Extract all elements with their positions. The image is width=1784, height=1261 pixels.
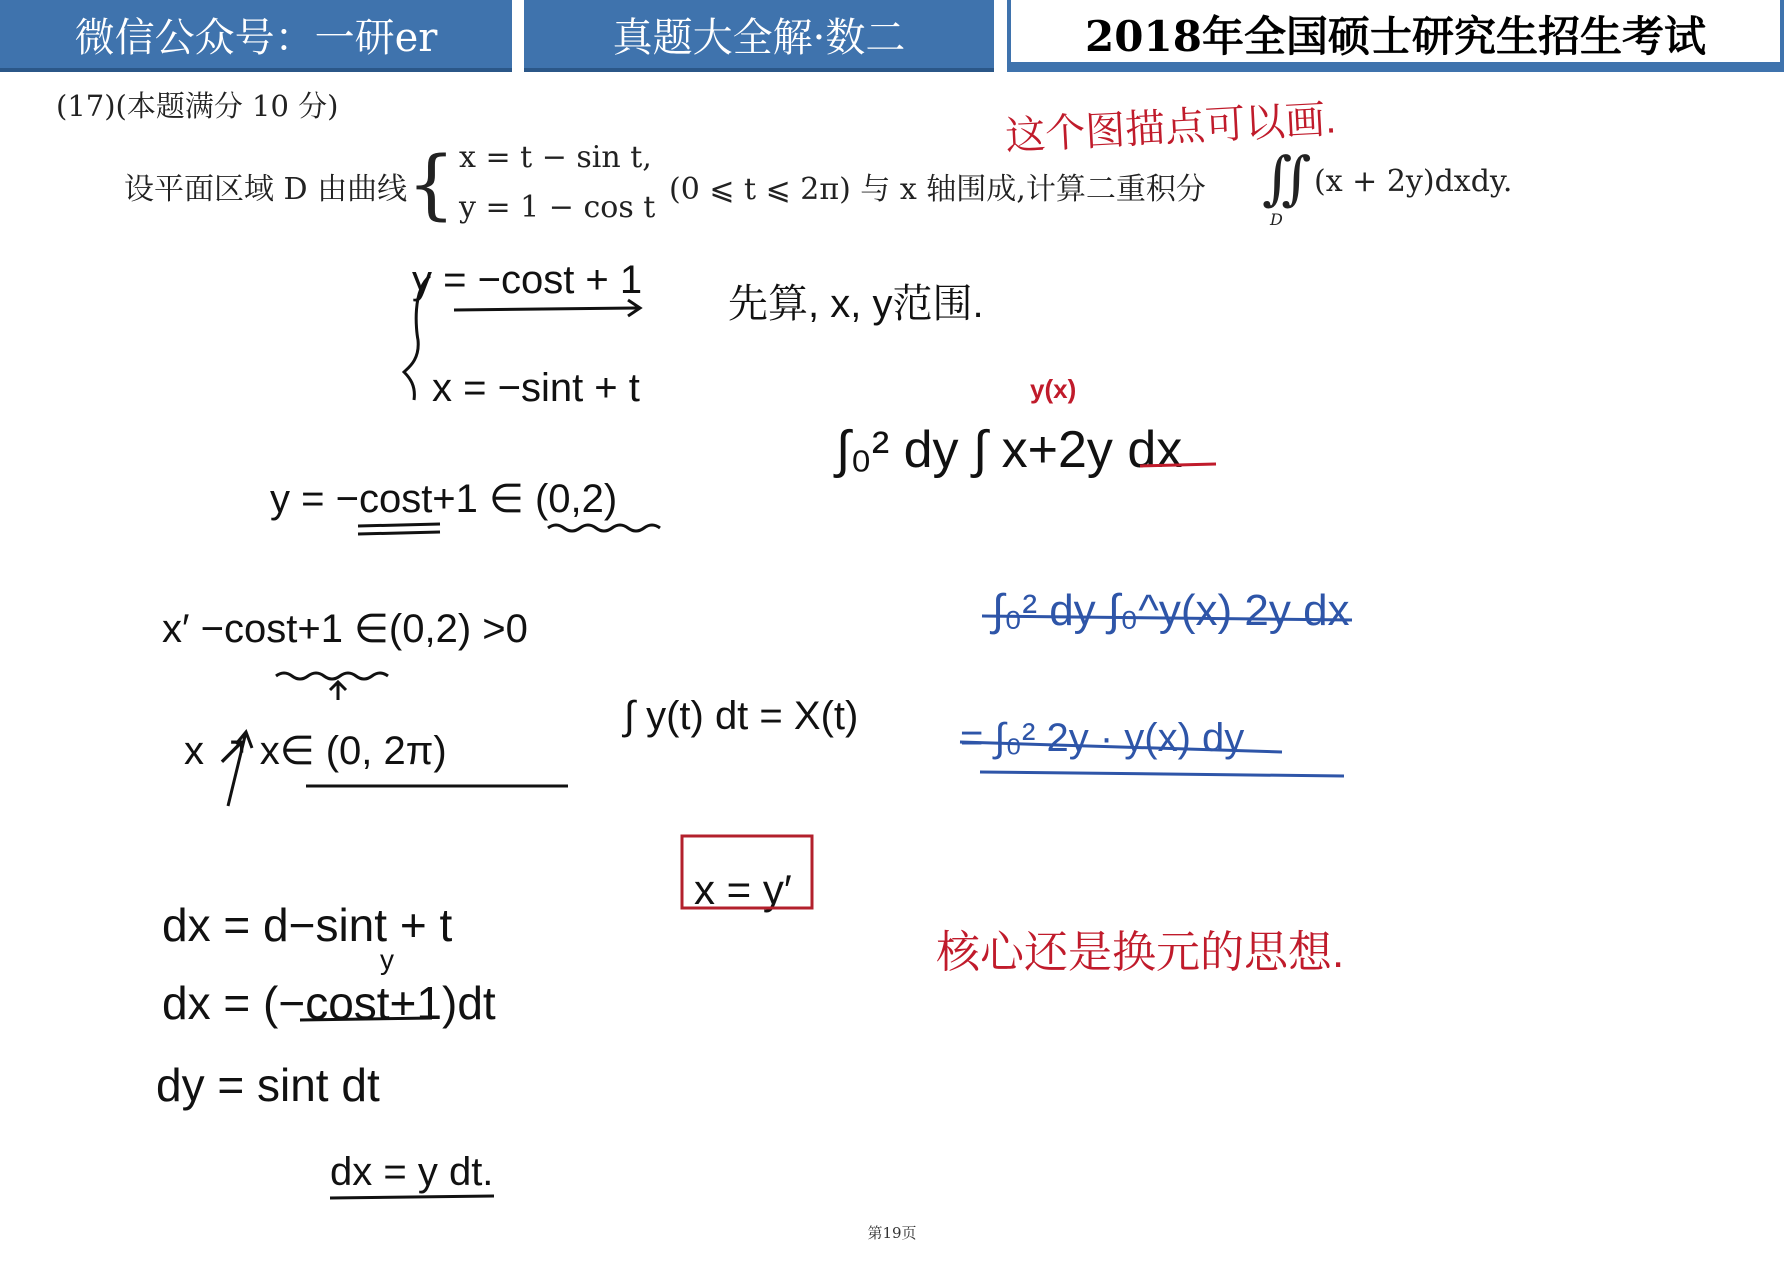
note-y-def: y = −cost + 1 (412, 258, 643, 302)
problem-heading: (17)(本题满分 10 分) (56, 89, 339, 123)
page-number: 第19页 (867, 1224, 917, 1242)
problem-range: (0 ⩽ t ⩽ 2π) 与 x 轴围成,计算二重积分 (669, 172, 1206, 207)
strikeout-2b (980, 772, 1344, 776)
region-label: D (1270, 210, 1283, 229)
equation-x: x = t − sin t, (459, 140, 652, 175)
note-red-bottom: 核心还是换元的思想. (936, 928, 1345, 977)
y-range-wavy (548, 525, 660, 531)
small-up-arrow (330, 682, 346, 700)
note-red-top: 这个图描点可以画. (1004, 97, 1338, 159)
double-integral-sign: ∬ (1262, 144, 1312, 212)
note-dx-1-sub: y (380, 944, 394, 975)
note-x-def: x = −sint + t (432, 366, 640, 410)
header-exam-title: 2018年全国硕士研究生招生考试 (1007, 0, 1784, 72)
header-book-banner: 真题大全解·数二 (524, 0, 994, 72)
xprime-wavy (276, 673, 388, 679)
problem-integrand: (x + 2y)dxdy. (1314, 164, 1513, 199)
problem-text-before: 设平面区域 D 由曲线 (124, 172, 408, 207)
note-integral-y: ∫ y(t) dt = X(t) (624, 694, 859, 738)
note-x-increasing: x ↗ x∈ (0, 2π) (184, 729, 447, 773)
note-first-step: 先算, x, y范围. (728, 282, 984, 326)
note-x-derivative: x′ −cost+1 ∈(0,2) >0 (162, 607, 528, 651)
y-range-underline (358, 524, 440, 534)
note-y-range: y = −cost+1 ∈ (0,2) (270, 477, 618, 521)
equation-y: y = 1 − cos t (459, 190, 656, 225)
note-dx-2: dx = (−cost+1)dt (162, 977, 496, 1029)
note-crossed-integral-1: ∫₀² dy ∫₀^y(x) 2y dx (992, 586, 1350, 635)
brace: { (407, 139, 456, 228)
problem-statement (124, 140, 1524, 230)
note-upper-limit: y(x) (1030, 374, 1077, 404)
note-dx-1: dx = d−sint + t (162, 899, 453, 951)
note-dy: dy = sint dt (156, 1059, 380, 1111)
note-boxed-relation: x = y′ (694, 866, 792, 913)
note-main-integral: ∫₀² dy ∫ x+2y dx (836, 421, 1183, 479)
dx3-underline (330, 1196, 494, 1198)
note-crossed-integral-2: = ∫₀² 2y · y(x) dy (960, 716, 1245, 760)
note-dx-3: dx = y dt. (330, 1150, 494, 1194)
header-account-banner: 微信公众号：一研er (0, 0, 512, 72)
